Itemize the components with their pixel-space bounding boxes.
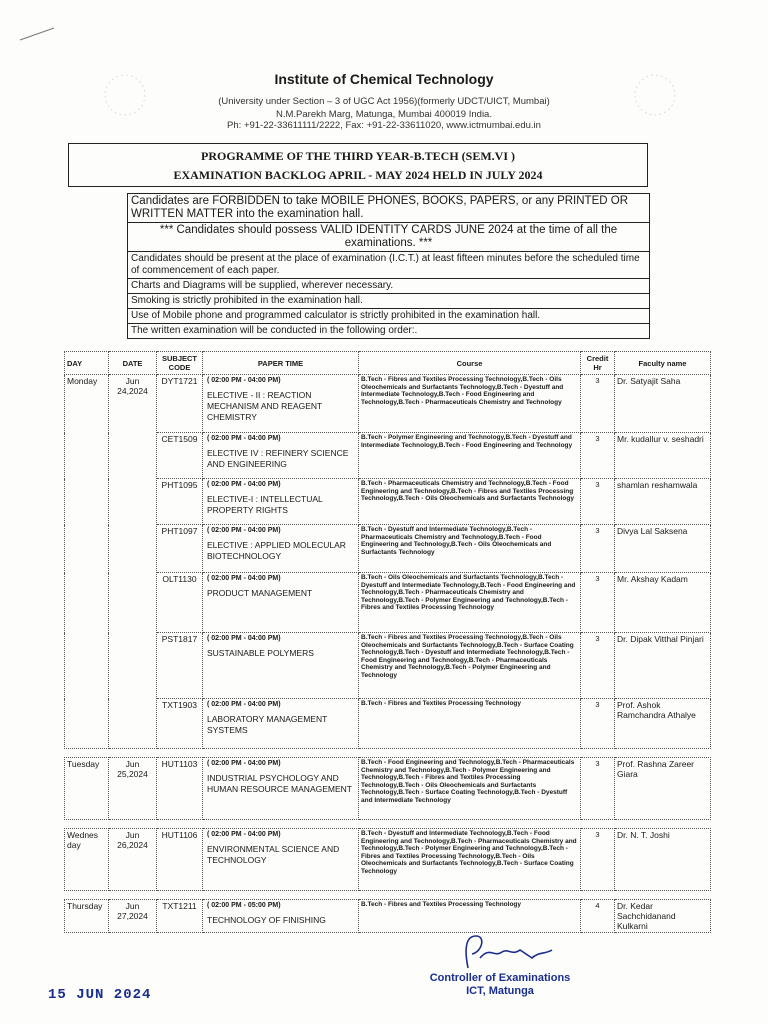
institute-title: Institute of Chemical Technology — [274, 71, 494, 87]
credit-cell: 3 — [581, 829, 615, 891]
faculty-cell: Dr. Dipak Vitthal Pinjari — [615, 633, 711, 699]
paper-title: PRODUCT MANAGEMENT — [207, 588, 313, 598]
programme-subtitle: EXAMINATION BACKLOG APRIL - MAY 2024 HELD IN JULY 2024 — [173, 168, 543, 182]
course-cell: B.Tech - Polymer Engineering and Technology,B.Tech - Dyestuff and Intermediate Technology,B.Tech - Food Engineering and Technology — [359, 433, 581, 479]
faculty-cell: Dr. N. T. Joshi — [615, 829, 711, 891]
table-row — [65, 375, 711, 433]
paper-time: ( 02:00 PM - 04:00 PM) — [207, 377, 281, 384]
notice-box — [127, 193, 650, 339]
day-cell: Wednes day — [65, 829, 109, 891]
paper-cell — [203, 699, 359, 749]
day-cell: Monday — [65, 375, 109, 749]
credit-cell: 3 — [581, 433, 615, 479]
seal-right-icon — [630, 70, 680, 120]
notice-smoking: Smoking is strictly prohibited in the examination hall. — [128, 294, 649, 309]
table-row — [65, 829, 711, 891]
table-row — [65, 699, 711, 749]
course-cell: B.Tech - Fibres and Textiles Processing Technology,B.Tech - Oils Oleochemicals and Surfactants Technology,B.Tech - Dyestuff and Intermediate Technology,B.Tech - Food Engineering and Technology,B.Tech - Pharmaceuticals Chemistry and Technology — [359, 375, 581, 433]
subject-code: PHT1097 — [157, 525, 203, 573]
faculty-cell: Dr. Satyajit Saha — [615, 375, 711, 433]
paper-time: ( 02:00 PM - 04:00 PM) — [207, 831, 281, 838]
paper-cell — [203, 900, 359, 933]
paper-time: ( 02:00 PM - 04:00 PM) — [207, 435, 281, 442]
table-row — [65, 479, 711, 525]
header-day: DAY — [65, 352, 109, 375]
row-spacer — [65, 749, 711, 758]
table-row — [65, 758, 711, 820]
credit-cell: 3 — [581, 375, 615, 433]
paper-time: ( 02:00 PM - 05:00 PM) — [207, 902, 281, 909]
paper-title: ELECTIVE IV : REFINERY SCIENCE AND ENGINEERING — [207, 448, 349, 469]
course-cell: B.Tech - Oils Oleochemicals and Surfactants Technology,B.Tech - Dyestuff and Intermediate Technology,B.Tech - Food Engineering and Technology,B.Tech - Pharmaceuticals Chemistry and Technology,B.Tech - Polymer Engineering and Technology,B.Tech - Fibres and Textiles Processing Technology — [359, 573, 581, 633]
subject-code: TXT1903 — [157, 699, 203, 749]
header-credit: Credit Hr — [581, 352, 615, 375]
credit-cell: 3 — [581, 699, 615, 749]
exam-schedule-table — [64, 351, 711, 933]
paper-title: ELECTIVE : APPLIED MOLECULAR BIOTECHNOLOGY — [207, 540, 346, 561]
credit-cell: 3 — [581, 573, 615, 633]
credit-cell: 3 — [581, 633, 615, 699]
header-code: SUBJECT CODE — [157, 352, 203, 375]
credit-cell: 4 — [581, 900, 615, 933]
header-date: DATE — [109, 352, 157, 375]
programme-box — [68, 143, 648, 187]
paper-cell — [203, 573, 359, 633]
date-cell: Jun 24,2024 — [109, 375, 157, 749]
paper-time: ( 02:00 PM - 04:00 PM) — [207, 635, 281, 642]
credit-cell: 3 — [581, 479, 615, 525]
institute-affiliation: (University under Section – 3 of UGC Act 1956)(formerly UDCT/UICT, Mumbai) — [218, 96, 550, 107]
subject-code: HUT1103 — [157, 758, 203, 820]
paper-title: ENVIRONMENTAL SCIENCE AND TECHNOLOGY — [207, 844, 340, 865]
subject-code: CET1509 — [157, 433, 203, 479]
row-spacer — [65, 820, 711, 829]
paper-time: ( 02:00 PM - 04:00 PM) — [207, 481, 281, 488]
header-course: Course — [359, 352, 581, 375]
programme-title: PROGRAMME OF THE THIRD YEAR-B.TECH (SEM.VI ) — [200, 149, 515, 163]
course-cell: B.Tech - Dyestuff and Intermediate Technology,B.Tech - Pharmaceuticals Chemistry and Technology,B.Tech - Food Engineering and Technology,B.Tech - Oils Oleochemicals and Surfactants Technology — [359, 525, 581, 573]
faculty-cell: Mr. kudallur v. seshadri — [615, 433, 711, 479]
paper-time: ( 02:00 PM - 04:00 PM) — [207, 527, 281, 534]
date-cell: Jun 25,2024 — [109, 758, 157, 820]
course-cell: B.Tech - Fibres and Textiles Processing Technology,B.Tech - Oils Oleochemicals and Surfactants Technology,B.Tech - Surface Coating Technology,B.Tech - Dyestuff and Intermediate Technology,B.Tech - Food Engineering and Technology,B.Tech - Pharmaceuticals Chemistry and Technology,B.Tech - Polymer Engineering and Technology — [359, 633, 581, 699]
subject-code: PST1817 — [157, 633, 203, 699]
subject-code: PHT1095 — [157, 479, 203, 525]
day-cell: Thursday — [65, 900, 109, 933]
controller-signature-block — [410, 972, 590, 998]
paper-title: INDUSTRIAL PSYCHOLOGY AND HUMAN RESOURCE MANAGEMENT — [207, 773, 352, 794]
paper-cell — [203, 829, 359, 891]
seal-left-icon — [100, 70, 150, 120]
table-row — [65, 573, 711, 633]
paper-cell — [203, 525, 359, 573]
signature-icon — [420, 928, 580, 974]
credit-cell: 3 — [581, 758, 615, 820]
date-cell: Jun 26,2024 — [109, 829, 157, 891]
course-cell: B.Tech - Fibres and Textiles Processing Technology — [359, 699, 581, 749]
paper-cell — [203, 758, 359, 820]
paper-title: ELECTIVE - II : REACTION MECHANISM AND REAGENT CHEMISTRY — [207, 390, 323, 422]
paper-title: SUSTAINABLE POLYMERS — [207, 648, 314, 658]
institute-contact: Ph: +91-22-33611111/2222, Fax: +91-22-33611020, www.ictmumbai.edu.in — [227, 120, 541, 131]
faculty-cell: Dr. Kedar Sachchidanand Kulkarni — [615, 900, 711, 933]
subject-code: DYT1721 — [157, 375, 203, 433]
paper-time: ( 02:00 PM - 04:00 PM) — [207, 575, 281, 582]
notice-forbidden: Candidates are FORBIDDEN to take MOBILE PHONES, BOOKS, PAPERS, or any PRINTED OR WRITTEN MATTER into the examination hall. — [128, 194, 649, 223]
header-faculty: Faculty name — [615, 352, 711, 375]
subject-code: HUT1106 — [157, 829, 203, 891]
notice-identity: *** Candidates should possess VALID IDENTITY CARDS JUNE 2024 at the time of all the examinations. *** — [128, 223, 649, 252]
subject-code: TXT1211 — [157, 900, 203, 933]
notice-present: Candidates should be present at the place of examination (I.C.T.) at least fifteen minutes before the scheduled time of commencement of each paper. — [128, 252, 649, 279]
paper-title: LABORATORY MANAGEMENT SYSTEMS — [207, 714, 328, 735]
course-cell: B.Tech - Dyestuff and Intermediate Technology,B.Tech - Food Engineering and Technology,B.Tech - Pharmaceuticals Chemistry and Technology,B.Tech - Polymer Engineering and Technology,B.Tech - Fibres and Textiles Processing Technology,B.Tech - Oils Oleochemicals and Surfactants Technology,B.Tech - Surface Coating Technology — [359, 829, 581, 891]
institute-address: N.M.Parekh Marg, Matunga, Mumbai 400019 India. — [276, 109, 492, 120]
notice-charts: Charts and Diagrams will be supplied, wherever necessary. — [128, 279, 649, 294]
table-row — [65, 900, 711, 933]
date-cell: Jun 27,2024 — [109, 900, 157, 933]
received-date-stamp: 15 JUN 2024 — [48, 987, 152, 1003]
faculty-cell: Prof. Rashna Zareer Giara — [615, 758, 711, 820]
pen-mark-icon — [18, 24, 58, 44]
paper-cell — [203, 375, 359, 433]
faculty-cell: Mr. Akshay Kadam — [615, 573, 711, 633]
table-header-row — [65, 352, 711, 375]
notice-mobile: Use of Mobile phone and programmed calculator is strictly prohibited in the examination hall. — [128, 309, 649, 324]
table-row — [65, 433, 711, 479]
course-cell: B.Tech - Food Engineering and Technology,B.Tech - Pharmaceuticals Chemistry and Technology,B.Tech - Polymer Engineering and Technology,B.Tech - Fibres and Textiles Processing Technology,B.Tech - Oils Oleochemicals and Surfactants Technology,B.Tech - Surface Coating Technology,B.Tech - Dyestuff and Intermediate Technology — [359, 758, 581, 820]
course-cell: B.Tech - Pharmaceuticals Chemistry and Technology,B.Tech - Food Engineering and Technology,B.Tech - Fibres and Textiles Processing Technology,B.Tech - Oils Oleochemicals and Surfactants Technology — [359, 479, 581, 525]
day-cell: Tuesday — [65, 758, 109, 820]
controller-location: ICT, Matunga — [466, 985, 534, 997]
paper-cell — [203, 433, 359, 479]
faculty-cell: Divya Lal Saksena — [615, 525, 711, 573]
header-paper: PAPER TIME — [203, 352, 359, 375]
subject-code: OLT1130 — [157, 573, 203, 633]
course-cell: B.Tech - Fibres and Textiles Processing Technology — [359, 900, 581, 933]
faculty-cell: shamlan reshamwala — [615, 479, 711, 525]
paper-time: ( 02:00 PM - 04:00 PM) — [207, 760, 281, 767]
table-row — [65, 633, 711, 699]
table-row — [65, 525, 711, 573]
paper-title: ELECTIVE-I : INTELLECTUAL PROPERTY RIGHTS — [207, 494, 323, 515]
faculty-cell: Prof. Ashok Ramchandra Athalye — [615, 699, 711, 749]
paper-cell — [203, 633, 359, 699]
notice-order: The written examination will be conducted in the following order:. — [131, 325, 418, 336]
row-spacer — [65, 891, 711, 900]
credit-cell: 3 — [581, 525, 615, 573]
paper-title: TECHNOLOGY OF FINISHING — [207, 915, 326, 925]
paper-time: ( 02:00 PM - 04:00 PM) — [207, 701, 281, 708]
paper-cell — [203, 479, 359, 525]
controller-title: Controller of Examinations — [429, 972, 571, 984]
